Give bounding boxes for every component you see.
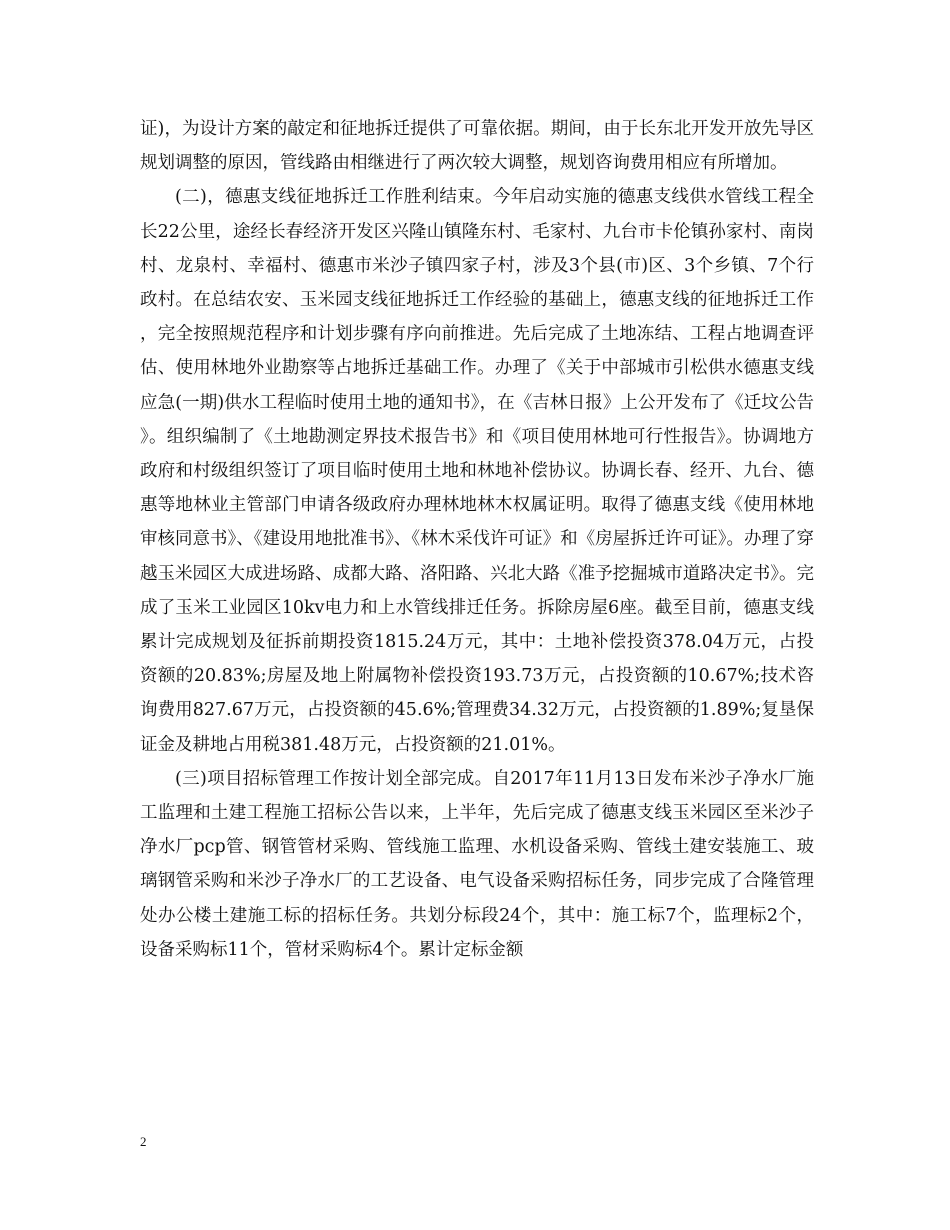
paragraph-dehui-land-acquisition: (二)，德惠支线征地拆迁工作胜利结束。今年启动实施的德惠支线供水管线工程全长22公里，途经长春经济开发区兴隆山镇隆东村、毛家村、九台市卡伦镇孙家村、南岗村、龙泉村、幸福村、德惠市米沙子镇四家子村，涉及3个县(市)区、3个乡镇、7个行政村。在总结农安、玉米园支线征地拆迁工作经验的基础上，德惠支线的征地拆迁工作，完全按照规范程序和计划步骤有序向前推进。先后完成了土地冻结、工程占地调查评估、使用林地外业勘察等占地拆迁基础工作。办理了《关于中部城市引松供水德惠支线应急(一期)供水工程临时使用土地的通知书》，在《吉林日报》上公开发布了《迁坟公告》。组织编制了《土地勘测定界技术报告书》和《项目使用林地可行性报告》。协调地方政府和村级组织签订了项目临时使用土地和林地补偿协议。协调长春、经开、九台、德惠等地林业主管部门申请各级政府办理林地林木权属证明。取得了德惠支线《使用林地审核同意书》、《建设用地批准书》、《林木采伐许可证》和《房屋拆迁许可证》。办理了穿越玉米园区大成进场路、成都大路、洛阳路、兴北大路《准予挖掘城市道路决定书》。完成了玉米工业园区10kv电力和上水管线排迁任务。拆除房屋6座。截至目前，德惠支线累计完成规划及征拆前期投资1815.24万元，其中：土地补偿投资378.04万元，占投资额的20.83%;房屋及地上附属物补偿投资193.73万元，占投资额的10.67%;技术咨询费用827.67万元，占投资额的45.6%;管理费34.32万元，占投资额的1.89%;复垦保证金及耕地占用税381.48万元，占投资额的21.01%。 <box>140 187 814 755</box>
page-number: 2 <box>140 1134 147 1149</box>
paragraph-intro-continuation: 证)，为设计方案的敲定和征地拆迁提供了可靠依据。期间，由于长东北开发开放先导区规划调整的原因，管线路由相继进行了两次较大调整，规划咨询费用相应有所增加。 <box>140 119 814 174</box>
document-body <box>140 112 814 967</box>
paragraph-tender-management: (三)项目招标管理工作按计划全部完成。自2017年11月13日发布米沙子净水厂施工监理和土建工程施工招标公告以来，上半年，先后完成了德惠支线玉米园区至米沙子净水厂pcp管、钢管管材采购、管线施工监理、水机设备采购、管线土建安装施工、玻璃钢管采购和米沙子净水厂的工艺设备、电气设备采购招标任务，同步完成了合隆管理处办公楼土建施工标的招标任务。共划分标段24个，其中：施工标7个，监理标2个，设备采购标11个，管材采购标4个。累计定标金额 <box>140 768 814 960</box>
